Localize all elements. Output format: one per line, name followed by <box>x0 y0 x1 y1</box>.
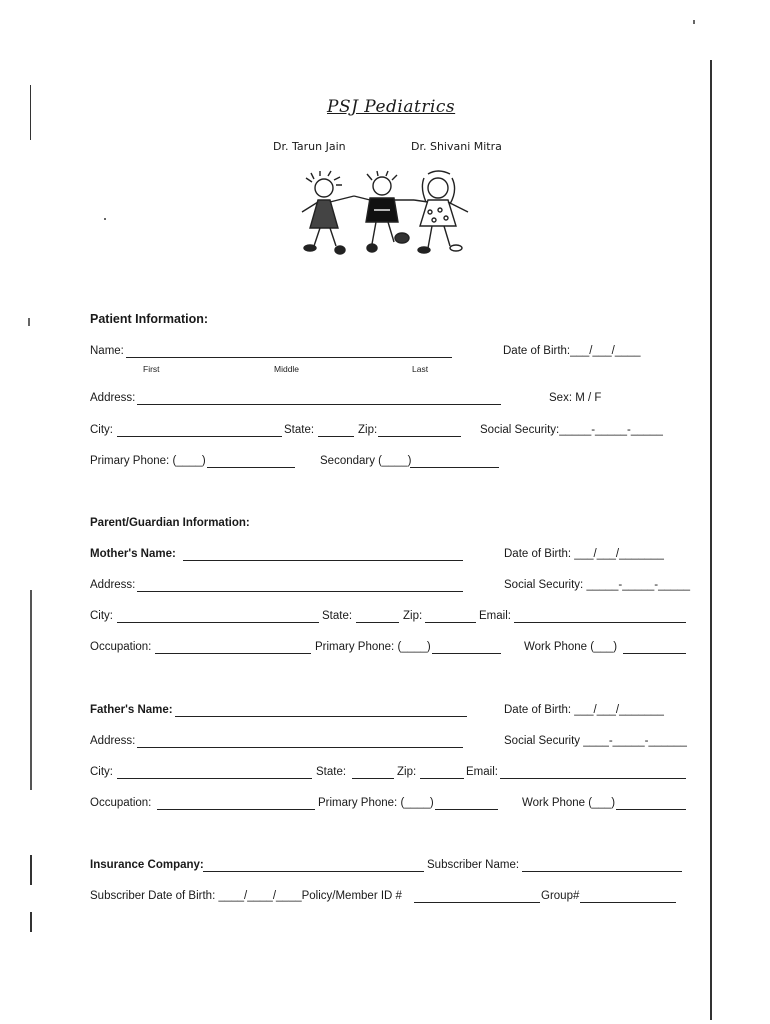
father-state-label: State: <box>316 766 347 778</box>
mother-occupation-label: Occupation: <box>90 641 152 653</box>
patient-state-label: State: <box>284 424 315 436</box>
guardian-section-title: Parent/Guardian Information: <box>90 517 250 529</box>
group-number-label: Group# <box>541 890 580 902</box>
father-email-field[interactable] <box>500 778 686 779</box>
father-state-field[interactable] <box>352 778 394 779</box>
practice-title: PSJ Pediatrics <box>327 97 456 117</box>
scan-edge-left-mark <box>30 590 32 790</box>
patient-sex-field[interactable]: Sex: M / F <box>549 392 602 404</box>
last-name-caption: Last <box>412 364 429 374</box>
scan-edge-left-mark <box>30 912 32 932</box>
father-address-label: Address: <box>90 735 136 747</box>
policy-member-id-field[interactable] <box>414 902 540 903</box>
father-city-label: City: <box>90 766 113 778</box>
patient-dob-field[interactable]: Date of Birth:___/___/____ <box>503 345 641 357</box>
father-city-field[interactable] <box>117 778 312 779</box>
father-name-label: Father's Name: <box>90 704 173 716</box>
insurance-company-label: Insurance Company: <box>90 859 204 871</box>
father-primary-phone-field[interactable] <box>435 809 498 810</box>
father-occupation-field[interactable] <box>157 809 315 810</box>
patient-section-title: Patient Information: <box>90 312 209 326</box>
mother-email-label: Email: <box>479 610 511 622</box>
patient-secondary-phone-label: Secondary (____) <box>320 455 412 467</box>
patient-primary-phone-label: Primary Phone: (____) <box>90 455 206 467</box>
patient-name-label: Name: <box>90 345 124 357</box>
patient-address-label: Address: <box>90 392 136 404</box>
patient-ssn-field[interactable]: Social Security:_____-_____-_____ <box>480 424 663 436</box>
mother-zip-label: Zip: <box>403 610 423 622</box>
first-name-caption: First <box>143 364 160 374</box>
scan-speck <box>104 218 106 220</box>
mother-email-field[interactable] <box>514 622 686 623</box>
father-address-field[interactable] <box>137 747 463 748</box>
mother-address-field[interactable] <box>137 591 463 592</box>
mother-name-field[interactable] <box>183 560 463 561</box>
mother-zip-field[interactable] <box>425 622 476 623</box>
father-zip-field[interactable] <box>420 778 464 779</box>
patient-city-field[interactable] <box>117 436 282 437</box>
mother-work-phone-label: Work Phone (___) <box>524 641 618 653</box>
mother-city-label: City: <box>90 610 113 622</box>
mother-work-phone-field[interactable] <box>623 653 686 654</box>
mother-primary-phone-label: Primary Phone: (____) <box>315 641 431 653</box>
father-email-label: Email: <box>466 766 498 778</box>
scan-edge-right <box>710 60 712 1020</box>
scan-speck <box>28 318 30 326</box>
patient-address-field[interactable] <box>137 404 501 405</box>
doctor-name-2: Dr. Shivani Mitra <box>411 140 502 153</box>
mother-state-field[interactable] <box>356 622 399 623</box>
father-zip-label: Zip: <box>397 766 417 778</box>
subscriber-dob-and-policy-label: Subscriber Date of Birth: ____/____/____Policy/Member ID # <box>90 890 402 902</box>
father-primary-phone-label: Primary Phone: (____) <box>318 797 434 809</box>
father-name-field[interactable] <box>175 716 467 717</box>
group-number-field[interactable] <box>580 902 676 903</box>
mother-state-label: State: <box>322 610 353 622</box>
middle-name-caption: Middle <box>274 364 300 374</box>
father-ssn-field[interactable]: Social Security ____-_____-______ <box>504 735 687 747</box>
subscriber-name-label: Subscriber Name: <box>427 859 520 871</box>
patient-zip-label: Zip: <box>358 424 378 436</box>
father-work-phone-label: Work Phone (___) <box>522 797 616 809</box>
patient-primary-phone-field[interactable] <box>207 467 295 468</box>
patient-city-label: City: <box>90 424 113 436</box>
subscriber-name-field[interactable] <box>522 871 682 872</box>
mother-occupation-field[interactable] <box>155 653 311 654</box>
kids-illustration-icon <box>296 170 476 262</box>
scan-edge-left-mark <box>30 85 31 140</box>
patient-state-field[interactable] <box>318 436 354 437</box>
father-work-phone-field[interactable] <box>616 809 686 810</box>
scan-speck <box>693 20 695 24</box>
mother-city-field[interactable] <box>117 622 319 623</box>
insurance-company-field[interactable] <box>203 871 424 872</box>
mother-primary-phone-field[interactable] <box>432 653 501 654</box>
patient-zip-field[interactable] <box>378 436 461 437</box>
father-dob-field[interactable]: Date of Birth: ___/___/_______ <box>504 704 664 716</box>
mother-address-label: Address: <box>90 579 136 591</box>
father-occupation-label: Occupation: <box>90 797 152 809</box>
doctor-name-1: Dr. Tarun Jain <box>273 140 346 153</box>
scan-edge-left-mark <box>30 855 32 885</box>
patient-name-field[interactable] <box>126 357 452 358</box>
mother-dob-field[interactable]: Date of Birth: ___/___/_______ <box>504 548 664 560</box>
mother-name-label: Mother's Name: <box>90 548 176 560</box>
patient-secondary-phone-field[interactable] <box>410 467 499 468</box>
mother-ssn-field[interactable]: Social Security: _____-_____-_____ <box>504 579 691 591</box>
